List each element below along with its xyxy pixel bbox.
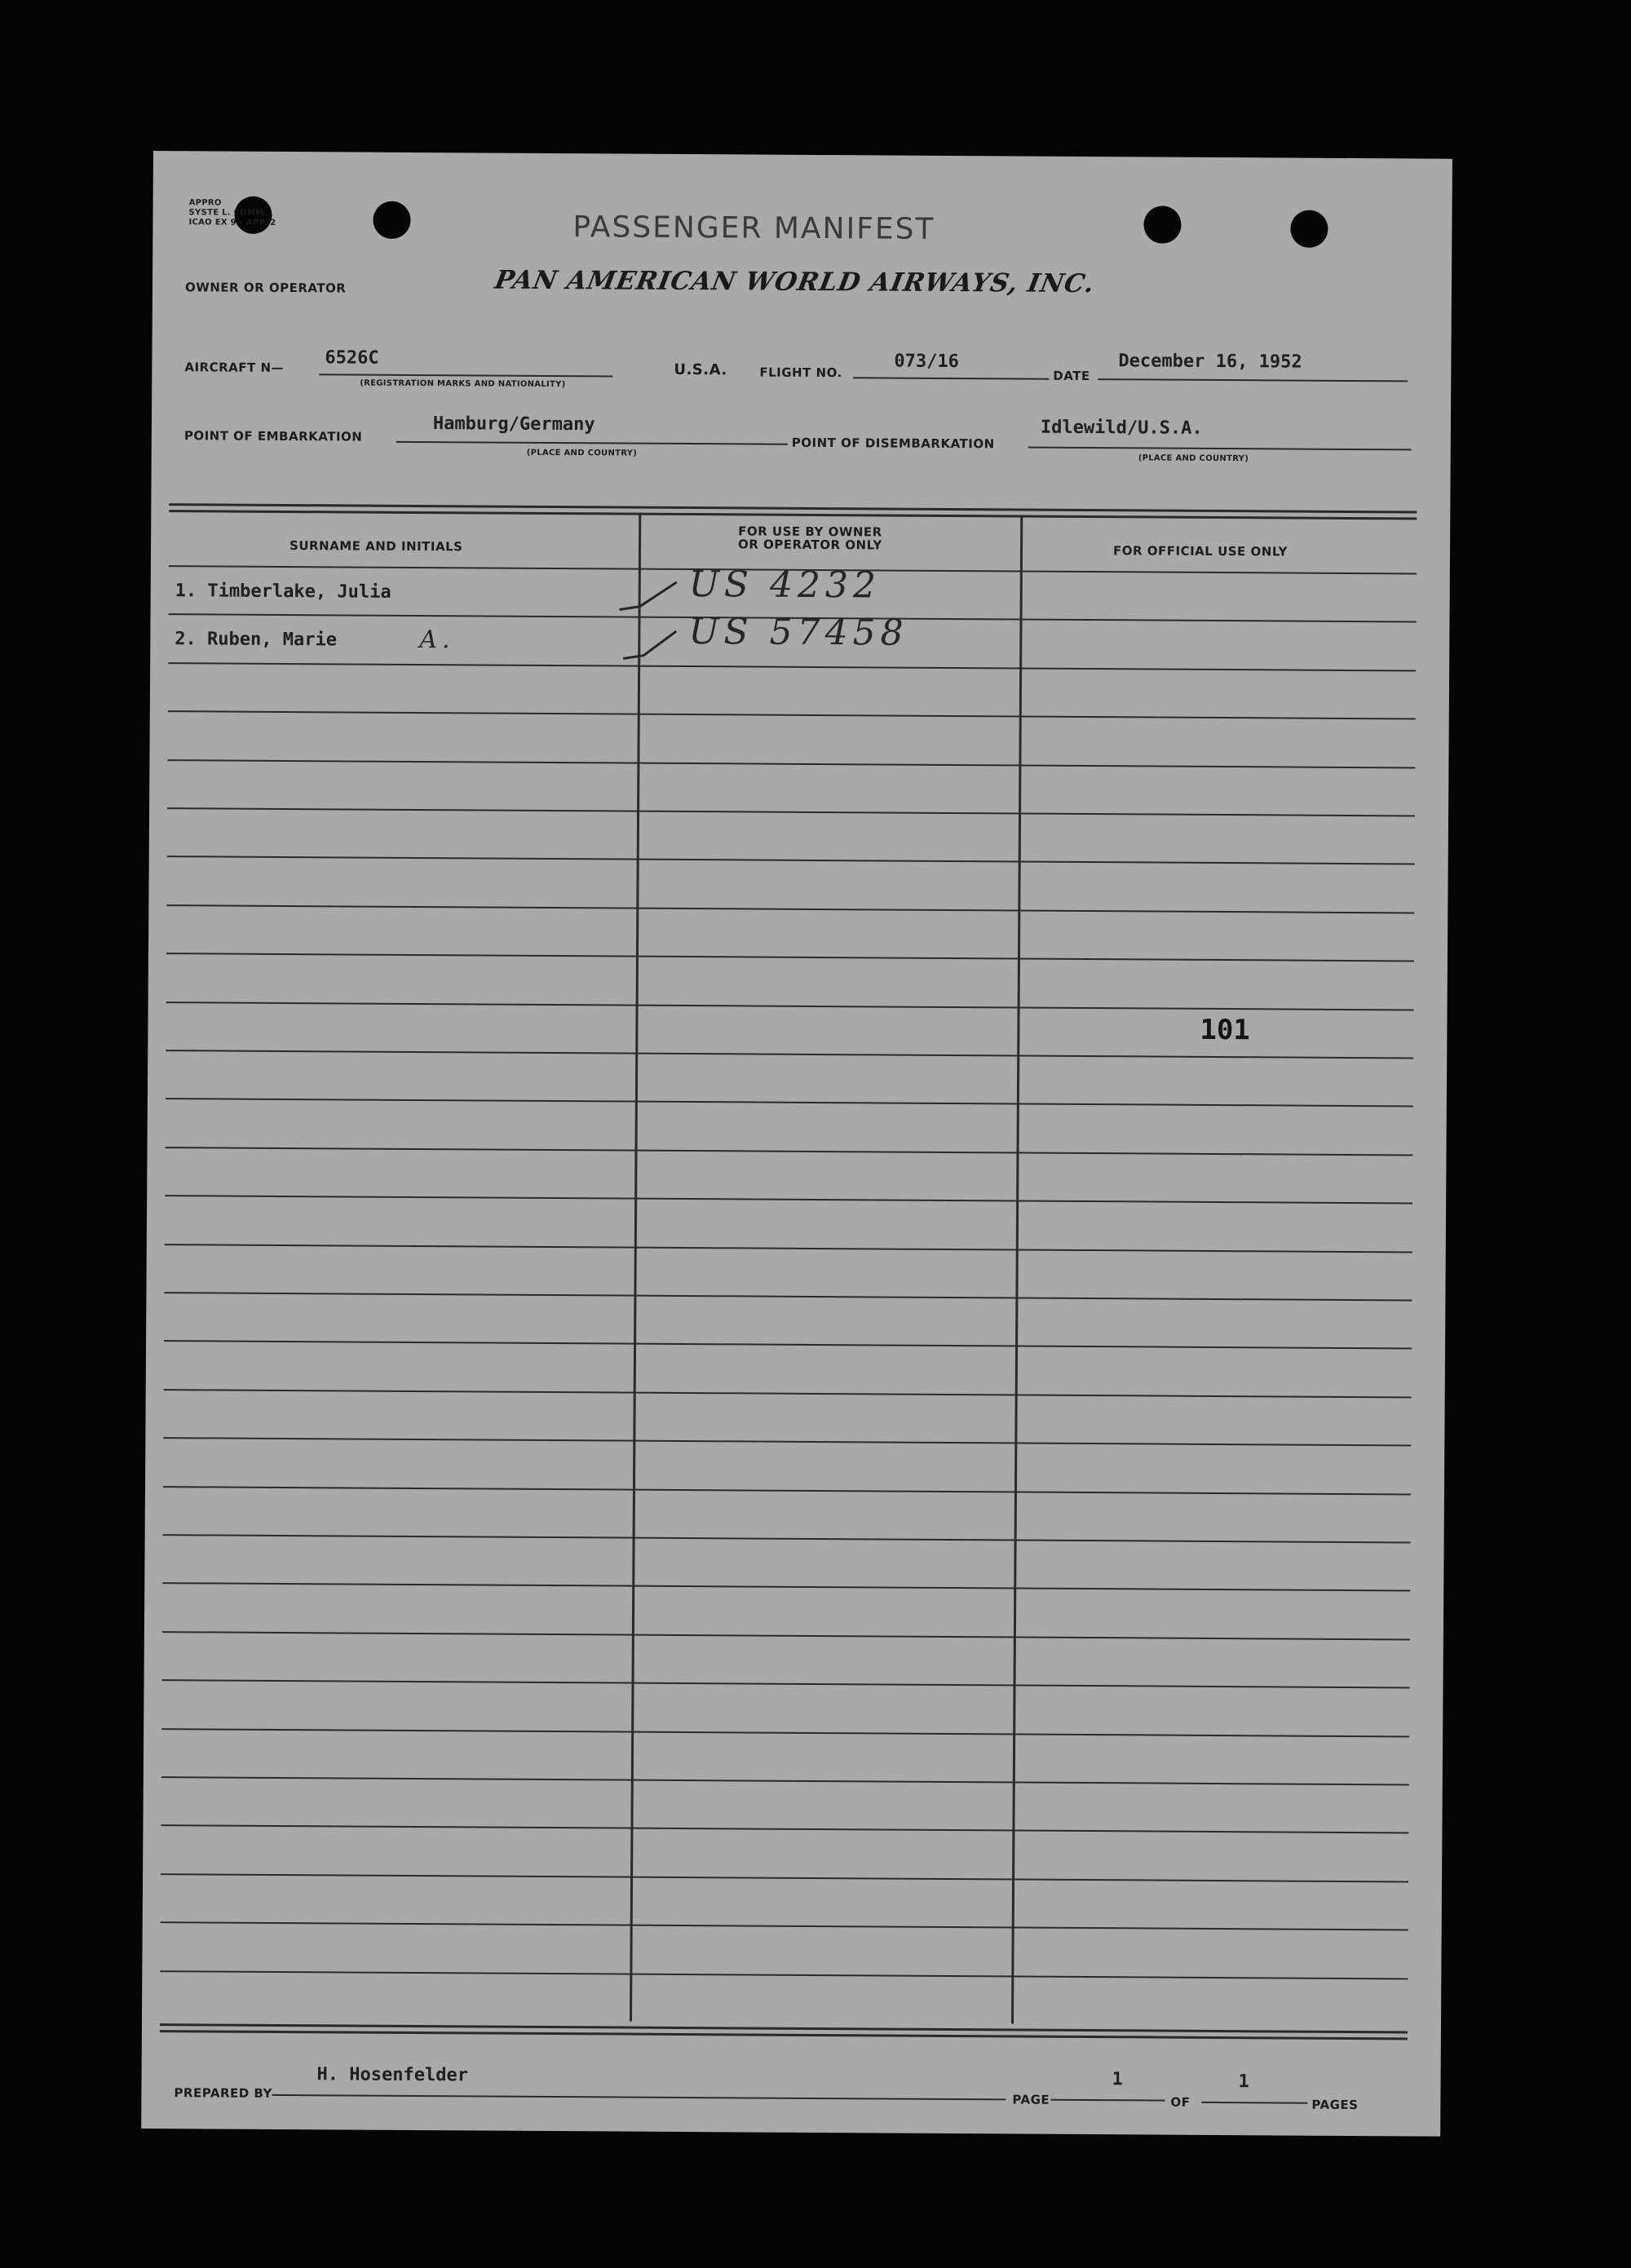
column-divider bbox=[1011, 515, 1023, 2024]
punch-hole bbox=[1290, 210, 1328, 248]
aircraft-label: AIRCRAFT N— bbox=[184, 360, 285, 375]
table-row-line bbox=[161, 1824, 1408, 1833]
aircraft-number: 6526C bbox=[325, 347, 379, 369]
table-row-line bbox=[164, 1292, 1412, 1301]
column-header-surname: SURNAME AND INITIALS bbox=[289, 538, 463, 555]
underline bbox=[1201, 2102, 1307, 2104]
underline bbox=[1028, 447, 1412, 451]
column-divider bbox=[630, 513, 641, 2022]
table-row-line bbox=[161, 1873, 1408, 1882]
underline bbox=[272, 2094, 1006, 2100]
aircraft-caption: (REGISTRATION MARKS AND NATIONALITY) bbox=[360, 378, 566, 390]
punch-hole bbox=[373, 201, 410, 239]
nationality-label: U.S.A. bbox=[674, 360, 727, 379]
embarkation-label: POINT OF EMBARKATION bbox=[183, 428, 363, 444]
date-label: DATE bbox=[1053, 368, 1090, 384]
flight-date: December 16, 1952 bbox=[1118, 351, 1302, 373]
table-row-line bbox=[162, 1582, 1410, 1591]
underline bbox=[853, 377, 1049, 379]
underline bbox=[1098, 378, 1408, 382]
table-row-line bbox=[163, 1437, 1411, 1446]
table-row-line bbox=[167, 759, 1415, 768]
table-row-line bbox=[164, 1340, 1412, 1349]
disembarkation-value: Idlewild/U.S.A. bbox=[1040, 417, 1203, 439]
table-row-line bbox=[161, 1921, 1408, 1930]
underline bbox=[319, 374, 612, 377]
table-row-line bbox=[160, 1970, 1408, 1979]
table-row-line bbox=[163, 1534, 1411, 1543]
owner-note: US 4232 bbox=[688, 564, 882, 607]
of-label: OF bbox=[1170, 2094, 1191, 2110]
table-row-line bbox=[166, 904, 1414, 913]
prepared-by-name: H. Hosenfelder bbox=[316, 2064, 469, 2086]
owner-name: PAN AMERICAN WORLD AIRWAYS, INC. bbox=[492, 265, 1098, 299]
passenger-name: 1. Timberlake, Julia bbox=[175, 581, 391, 603]
table-row-line bbox=[161, 1776, 1409, 1785]
manifest-sheet bbox=[141, 151, 1452, 2137]
handwritten-bracket bbox=[607, 573, 681, 675]
table-row-line bbox=[166, 1001, 1414, 1010]
embarkation-value: Hamburg/Germany bbox=[432, 413, 595, 435]
official-number: 101 bbox=[1200, 1013, 1250, 1047]
table-row-line bbox=[166, 953, 1414, 962]
table-row-line bbox=[168, 710, 1416, 719]
disembarkation-caption: (PLACE AND COUNTRY) bbox=[1138, 453, 1249, 464]
table-row-line bbox=[164, 1389, 1412, 1398]
table-row-line bbox=[165, 1244, 1412, 1253]
flight-label: FLIGHT NO. bbox=[759, 365, 842, 381]
underline bbox=[396, 441, 788, 445]
column-header-official-use: FOR OFFICIAL USE ONLY bbox=[1112, 543, 1288, 559]
column-header-owner-use: FOR USE BY OWNER OR OPERATOR ONLY bbox=[738, 524, 882, 553]
table-row-line bbox=[163, 1486, 1411, 1495]
table-row-line bbox=[166, 1098, 1413, 1107]
table-row-line bbox=[161, 1728, 1409, 1737]
punch-hole bbox=[1143, 206, 1181, 243]
owner-label: OWNER OR OPERATOR bbox=[184, 280, 347, 296]
table-row-line bbox=[166, 1147, 1413, 1156]
embarkation-caption: (PLACE AND COUNTRY) bbox=[526, 448, 638, 458]
total-pages: 1 bbox=[1238, 2071, 1249, 2093]
page-label: PAGE bbox=[1012, 2092, 1050, 2107]
approval-note: APPRO SYSTE L. COMM. ICAO EX 9 - APP. 2 bbox=[188, 198, 276, 228]
table-row-line bbox=[165, 1195, 1412, 1204]
table-row-line bbox=[167, 855, 1415, 864]
owner-note: US 57458 bbox=[688, 611, 908, 654]
table-row-line bbox=[168, 662, 1416, 671]
disembarkation-label: POINT OF DISEMBARKATION bbox=[791, 435, 995, 452]
handwritten-initial: A. bbox=[419, 626, 455, 655]
table-row-line bbox=[162, 1631, 1410, 1640]
passenger-rows bbox=[153, 151, 1452, 159]
table-row-line bbox=[162, 1679, 1410, 1688]
pages-label: PAGES bbox=[1311, 2097, 1359, 2113]
prepared-by-label: PREPARED BY bbox=[174, 2085, 272, 2101]
page-number: 1 bbox=[1112, 2069, 1123, 2090]
table-row-line bbox=[166, 1050, 1413, 1059]
form-title: PASSENGER MANIFEST bbox=[572, 210, 935, 246]
underline bbox=[1050, 2099, 1165, 2102]
passenger-name: 2. Ruben, Marie bbox=[175, 629, 338, 651]
table-row-line bbox=[167, 807, 1415, 816]
flight-number: 073/16 bbox=[894, 351, 959, 373]
